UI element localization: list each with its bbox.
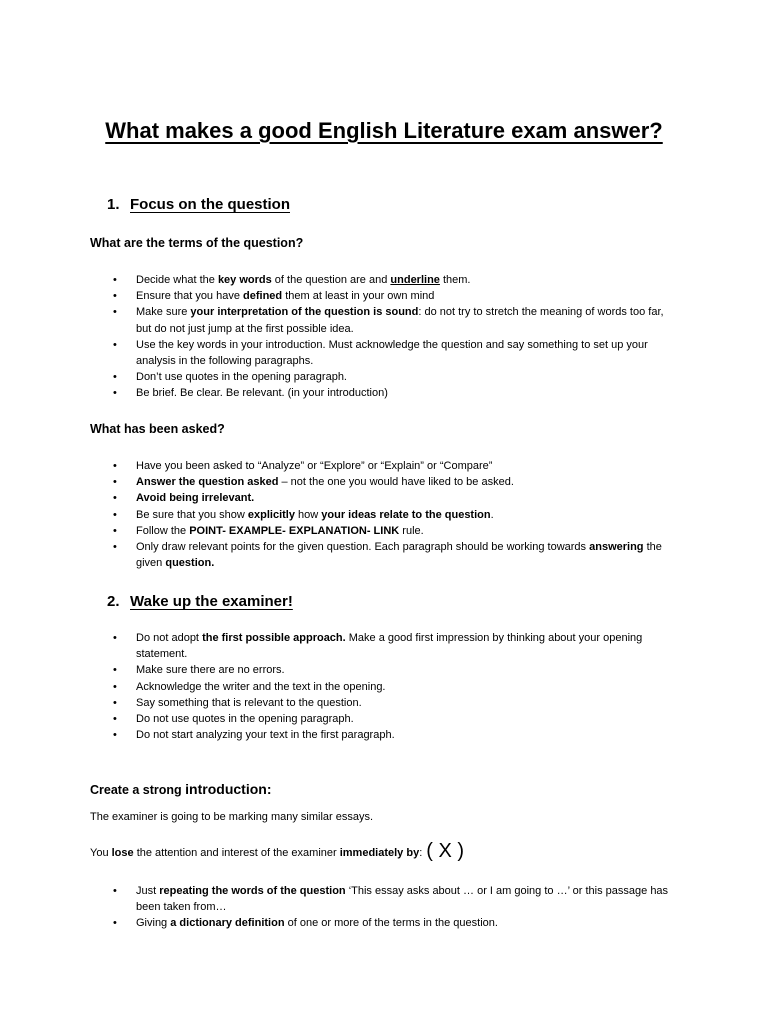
lose-attention-list (113, 883, 673, 932)
intro-heading (90, 781, 271, 797)
list-item: • Answer the question asked – not the one you would have liked to be asked. (113, 474, 673, 490)
section-2-number: 2. (107, 593, 120, 610)
list-item: • Follow the POINT- EXAMPLE- EXPLANATION- LINK rule. (113, 523, 673, 539)
list-item: • Giving a dictionary definition of one or more of the terms in the question. (113, 915, 673, 931)
list-item: • Do not use quotes in the opening paragraph. (113, 711, 673, 727)
list-item: • Use the key words in your introduction. Must acknowledge the question and say something to set up your analysis in the following paragraphs. (113, 337, 673, 369)
intro-paragraph: The examiner is going to be marking many similar essays. (90, 811, 374, 823)
terms-list (113, 272, 673, 402)
section-1-heading (107, 196, 290, 213)
section-1-number: 1. (107, 196, 120, 213)
list-item: • Make sure your interpretation of the question is sound: do not try to stretch the meaning of words too far, but do not just jump at the first possible idea. (113, 304, 673, 336)
list-item: • Decide what the key words of the question are and underline them. (113, 272, 673, 288)
list-item: • Avoid being irrelevant. (113, 490, 673, 506)
section-1-title: Focus on the question (130, 196, 290, 213)
asked-list (113, 458, 673, 571)
section-2-title: Wake up the examiner! (130, 593, 293, 610)
intro-heading-big: introduction: (185, 781, 272, 797)
terms-subheading: What are the terms of the question? (90, 236, 304, 250)
list-item: • Be sure that you show explicitly how your ideas relate to the question. (113, 507, 673, 523)
list-item: • Don’t use quotes in the opening paragraph. (113, 369, 673, 385)
intro-heading-small: Create a strong (90, 783, 186, 797)
list-item: • Acknowledge the writer and the text in the opening. (113, 679, 673, 695)
section-2-heading (107, 593, 293, 610)
page-title (0, 118, 768, 144)
list-item: • Make sure there are no errors. (113, 662, 673, 678)
cross-mark: ( X ) (426, 840, 465, 862)
list-item: • Do not adopt the first possible approach. Make a good first impression by thinking about your opening statement. (113, 630, 673, 662)
list-item: • Do not start analyzing your text in the first paragraph. (113, 727, 673, 743)
list-item: • Only draw relevant points for the given question. Each paragraph should be working towards answering the given question. (113, 539, 673, 571)
list-item: • Have you been asked to “Analyze” or “Explore” or “Explain” or “Compare” (113, 458, 673, 474)
examiner-list (113, 630, 673, 743)
page-title-text: What makes a good English Literature exam answer? (105, 118, 663, 143)
list-item: • Just repeating the words of the question ‘This essay asks about … or I am going to …’ or this passage has been taken from… (113, 883, 673, 915)
asked-subheading: What has been asked? (90, 422, 225, 436)
lose-attention-paragraph: You lose the attention and interest of the examiner immediately by: ( X ) (90, 840, 465, 862)
list-item: • Say something that is relevant to the question. (113, 695, 673, 711)
list-item: • Be brief. Be clear. Be relevant. (in your introduction) (113, 385, 673, 401)
list-item: • Ensure that you have defined them at least in your own mind (113, 288, 673, 304)
